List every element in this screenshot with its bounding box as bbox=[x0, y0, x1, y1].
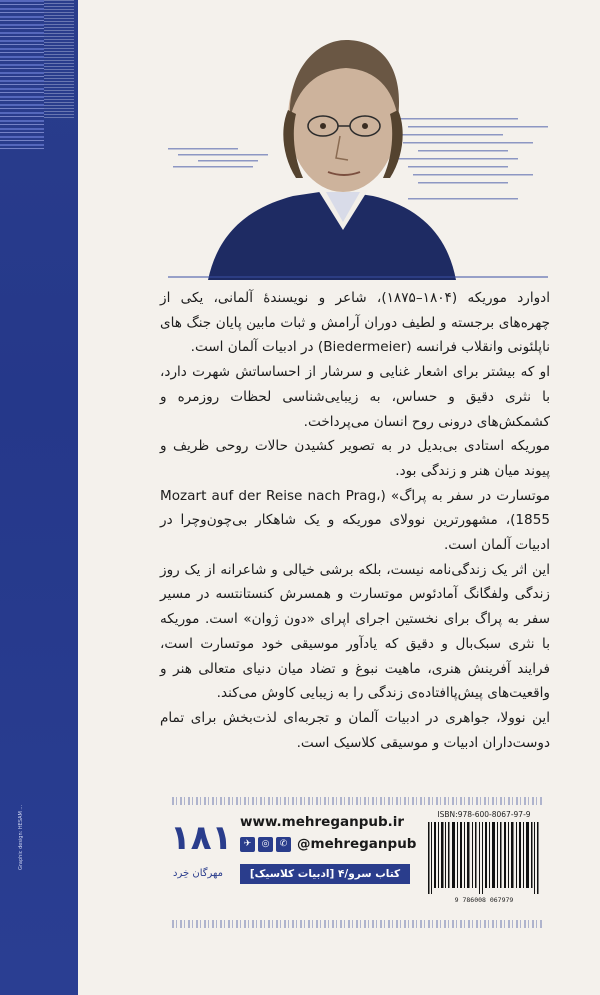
author-portrait bbox=[168, 18, 548, 280]
instagram-icon[interactable]: ◎ bbox=[258, 837, 273, 852]
divider-bottom bbox=[172, 920, 542, 928]
isbn-number: ISBN:978-600-8067-97-9 bbox=[437, 810, 531, 819]
social-row bbox=[240, 835, 416, 853]
description-paragraph: ادوارد موریکه (۱۸۰۴–۱۸۷۵)، شاعر و نویسندهٔ آلمانی، یکی از چهره‌های برجسته و لطیف دوران آرامش و ثبات مابین پایان جنگ ‌های ناپلئونی وانقلاب فرانسه (Biedermeier) در ادبیات آلمان است. bbox=[160, 290, 550, 356]
logo-numeral: ۱۸۱ bbox=[170, 818, 233, 858]
barcode-digits: 9 786008 067979 bbox=[454, 896, 514, 904]
description-paragraph: او که بیشتر برای اشعار غنایی و سرشار از احساساتش شهرت دارد، با نثری دقیق و حساس، به زیبایی‌شناسی لحظات روزمره و کشمکش‌های درونی روح انسان می‌پرداخت. bbox=[160, 364, 550, 430]
publisher-footer bbox=[160, 806, 550, 916]
spine-pattern bbox=[0, 0, 44, 150]
social-handle[interactable]: @mehreganpub bbox=[297, 836, 417, 852]
barcode-icon bbox=[424, 822, 544, 894]
publisher-logo bbox=[170, 812, 233, 902]
description-paragraph: موریکه استادی بی‌بدیل در به تصویر کشیدن حالات روحی ظریف و پیوند میان هنر و زندگی بود. bbox=[160, 438, 550, 479]
logo-caption: مهرگان خِرد bbox=[173, 868, 223, 879]
whatsapp-icon[interactable]: ✆ bbox=[276, 837, 291, 852]
description-paragraph: این اثر یک زندگی‌نامه نیست، بلکه برشی خیالی و شاعرانه از یک روز زندگی ولفگانگ آمادئوس موتسارت و همسرش کنستانتسه در مسیر سفر به پراگ برای نخستین اجرای اپرای «دون ژوان» است. موریکه با نثری سبک‌بال و دقیق که یادآور موسیقی خود موتسارت است، فرایند آفرینش هنری، ماهیت نبوغ و تضاد میان دنیای متعالی هنر و واقعیت‌های پیش‌پاافتاده‌ی زندگی را به زیبایی کاوش می‌کند. bbox=[160, 561, 550, 702]
divider-top bbox=[172, 797, 542, 805]
spine-line-pattern bbox=[44, 0, 74, 120]
telegram-icon[interactable]: ✈ bbox=[240, 837, 255, 852]
cover-spine-band bbox=[0, 0, 78, 995]
publisher-website[interactable]: www.mehreganpub.ir bbox=[240, 814, 405, 830]
description-paragraph: موتسارت در سفر به پراگ» (Mozart auf der Reise nach Prag، 1855)، مشهورترین نوولای موریکه و یک شاهکار بی‌چون‌وچرا در ادبیات آلمان است. bbox=[160, 487, 550, 554]
isbn-barcode bbox=[422, 810, 546, 910]
series-label: کتاب سرو/۴ [ادبیات کلاسیک] bbox=[240, 864, 410, 884]
book-description bbox=[160, 286, 550, 796]
description-paragraph: این نوولا، جواهری در ادبیات آلمان و تجربه‌ای لذت‌بخش برای تمام دوست‌داران ادبیات و موسیقی کلاسیک است. bbox=[160, 709, 550, 751]
designer-credit: Graphic design: HESAM ... bbox=[18, 804, 24, 870]
